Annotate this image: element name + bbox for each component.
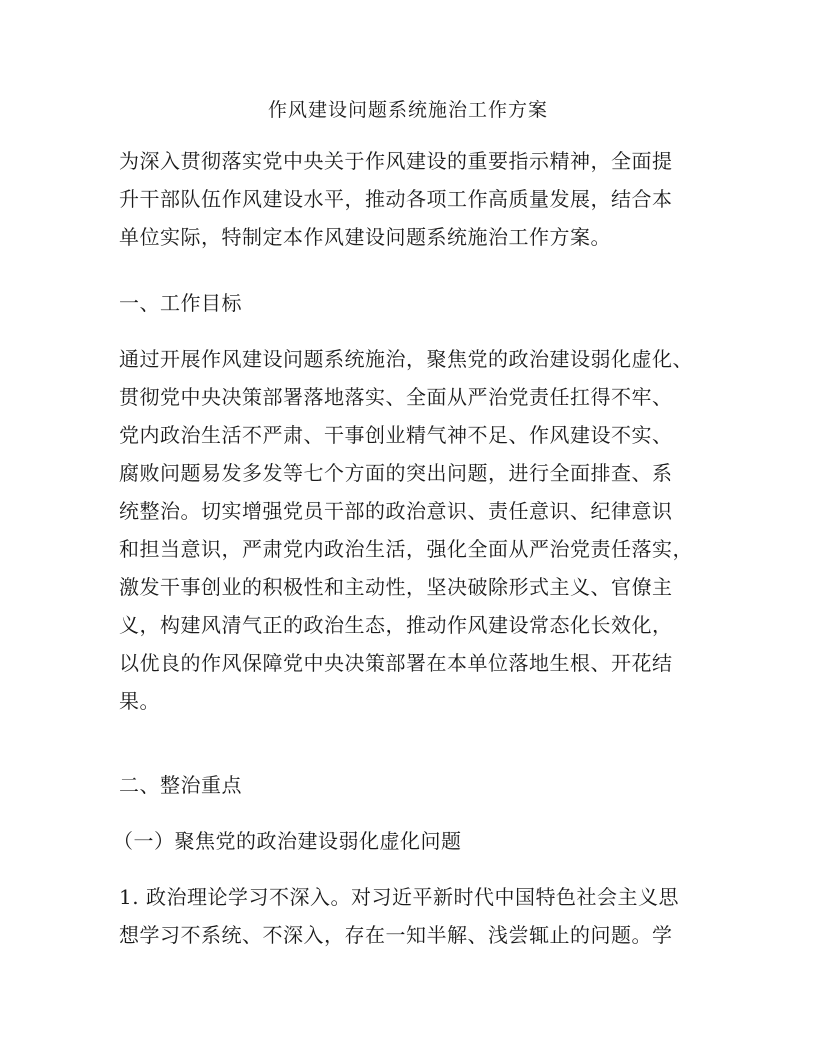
paragraph-line: 果。 — [119, 689, 160, 713]
heading-text: （一）聚焦党的政治建设弱化虚化问题 — [113, 829, 462, 853]
paragraph-line: 贯彻党中央决策部署落地落实、全面从严治党责任扛得不牢、 — [119, 385, 673, 409]
paragraph-line: 党内政治生活不严肃、干事创业精气神不足、作风建设不实、 — [119, 423, 673, 447]
intro-paragraph — [119, 142, 673, 256]
paragraph-line: 想学习不系统、不深入，存在一知半解、浅尝辄止的问题。学 — [119, 923, 673, 947]
heading-text: 一、工作目标 — [119, 291, 242, 315]
item-paragraph — [119, 878, 679, 954]
subsection-heading — [113, 822, 462, 860]
paragraph-line: 以优良的作风保障党中央决策部署在本单位落地生根、开花结 — [119, 651, 673, 675]
paragraph-line: 义，构建风清气正的政治生态，推动作风建设常态化长效化， — [119, 613, 673, 637]
document-title: 作风建设问题系统施治工作方案 — [267, 99, 548, 121]
paragraph-line: 1. 政治理论学习不深入。对习近平新时代中国特色社会主义思 — [119, 885, 679, 909]
paragraph-line: 腐败问题易发多发等七个方面的突出问题，进行全面排查、系 — [119, 461, 673, 485]
paragraph-line: 统整治。切实增强党员干部的政治意识、责任意识、纪律意识 — [119, 499, 673, 523]
paragraph-line: 为深入贯彻落实党中央关于作风建设的重要指示精神，全面提 — [119, 149, 673, 173]
paragraph-line: 单位实际，特制定本作风建设问题系统施治工作方案。 — [119, 225, 611, 249]
paragraph-line: 通过开展作风建设问题系统施治，聚焦党的政治建设弱化虚化、 — [119, 347, 693, 371]
paragraph-line: 升干部队伍作风建设水平，推动各项工作高质量发展，结合本 — [119, 187, 673, 211]
section-heading-goals — [119, 284, 242, 322]
paragraph-line: 和担当意识，严肃党内政治生活，强化全面从严治党责任落实， — [119, 537, 693, 561]
heading-text: 二、整治重点 — [119, 773, 242, 797]
goals-paragraph — [119, 340, 693, 720]
section-heading-focus — [119, 766, 242, 804]
paragraph-line: 激发干事创业的积极性和主动性，坚决破除形式主义、官僚主 — [119, 575, 673, 599]
